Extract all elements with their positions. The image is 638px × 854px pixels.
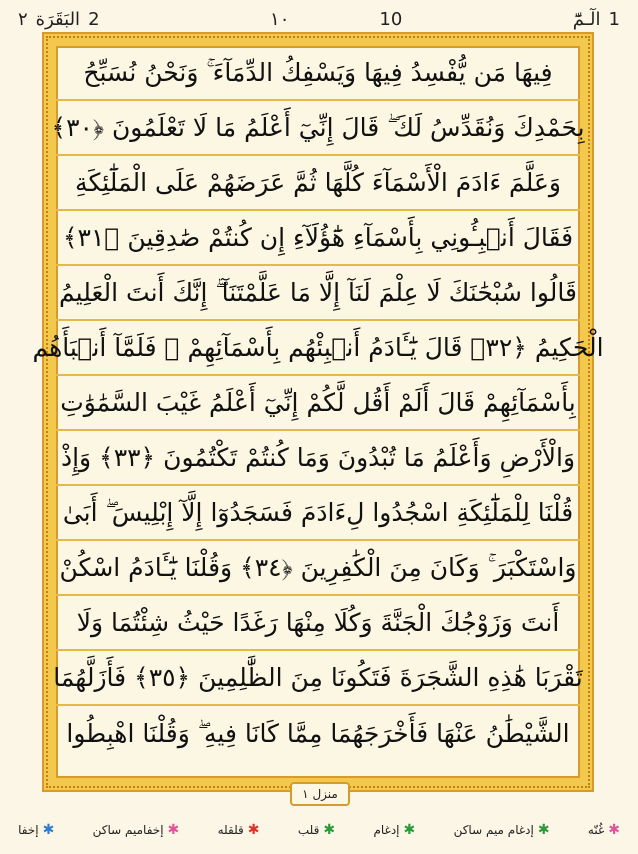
verse-line: قُلْنَا لِلْمَلَٰٓئِكَةِ اسْجُدُوا لِءَادَمَ فَسَجَدُوٓا إِلَّآ إِبْلِيسَ ۖ أَبَىٰ: [56, 486, 580, 541]
verse-line: أَنتَ وَزَوْجُكَ الْجَنَّةَ وَكُلَا مِنْهَا رَغَدًا حَيْثُ شِئْتُمَا وَلَا: [56, 596, 580, 651]
verse-line: وَالْأَرْضِ وَأَعْلَمُ مَا تُبْدُونَ وَمَا كُنتُمْ تَكْتُمُونَ ﴿٣٣﴾ وَإِذْ: [56, 431, 580, 486]
page-number: 10: [379, 8, 403, 30]
legend-label: قلب: [297, 823, 320, 837]
legend-label: إخفا: [18, 823, 39, 837]
verse-line: وَاسْتَكْبَرَ ۚ وَكَانَ مِنَ الْكَٰفِرِينَ ﴿٣٤﴾ وَقُلْنَا يَٰٓـَٔادَمُ اسْكُنْ: [56, 541, 580, 596]
legend-item: [93, 823, 180, 837]
verse-line: الْحَكِيمُ ﴿٣٢﴾ قَالَ يَٰٓـَٔادَمُ أَنۢبِئْهُم بِأَسْمَآئِهِمْ ۖ فَلَمَّآ أَنۢبَأَهُم: [56, 321, 580, 376]
verse-line: قَالُوا سُبْحَٰنَكَ لَا عِلْمَ لَنَآ إِلَّا مَا عَلَّمْتَنَآ ۖ إِنَّكَ أَنتَ الْعَلِيمُ: [56, 266, 580, 321]
legend-label: إخفاميم ساكن: [92, 823, 164, 837]
legend-label: قلقله: [217, 823, 244, 837]
verse-line: وَعَلَّمَ ءَادَمَ الْأَسْمَآءَ كُلَّهَا ثُمَّ عَرَضَهُمْ عَلَى الْمَلَٰٓئِكَةِ: [56, 156, 580, 211]
star-icon: ✱: [247, 822, 260, 838]
page-number-arabic: ١٠: [270, 8, 290, 30]
page-header: [18, 6, 620, 32]
juz-number: 1: [608, 8, 620, 30]
verse-line: بِأَسْمَآئِهِمْ قَالَ أَلَمْ أَقُل لَّكُمْ إِنِّيٓ أَعْلَمُ غَيْبَ السَّمَٰوَٰتِ: [56, 376, 580, 431]
quran-page-frame: [32, 34, 604, 790]
star-icon: ✱: [403, 822, 416, 838]
surah-name: البَقَرَة: [35, 8, 81, 30]
legend-item: [298, 823, 335, 837]
manzil-marker: منزل ١: [290, 782, 350, 806]
page-numbers: [270, 9, 402, 30]
surah-mark: ٢: [18, 8, 28, 30]
verse-line: تَقْرَبَا هَٰذِهِ الشَّجَرَةَ فَتَكُونَا مِنَ الظَّٰلِمِينَ ﴿٣٥﴾ فَأَزَلَّهُمَا: [56, 651, 580, 706]
verse-line: فِيهَا مَن يُّفْسِدُ فِيهَا وَيَسْفِكُ الدِّمَآءَ ۚ وَنَحْنُ نُسَبِّحُ: [56, 46, 580, 101]
legend-item: [373, 823, 415, 837]
tajweed-legend: [18, 816, 620, 844]
star-icon: ✱: [608, 822, 620, 838]
verse-line: فَقَالَ أَنۢبِـُٔونِي بِأَسْمَآءِ هَٰٓؤُلَآءِ إِن كُنتُمْ صَٰدِقِينَ ﴿٣١﴾: [56, 211, 580, 266]
surah-heading: [18, 9, 100, 30]
star-icon: ✱: [167, 822, 180, 838]
legend-item: [454, 823, 550, 837]
legend-label: إدغام ميم ساكن: [453, 823, 534, 837]
legend-label: غُنّه: [587, 823, 605, 837]
star-icon: ✱: [537, 822, 550, 838]
legend-label: إدغام: [373, 823, 400, 837]
legend-item: [588, 823, 620, 837]
verse-line: بِحَمْدِكَ وَنُقَدِّسُ لَكَ ۖ قَالَ إِنِّيٓ أَعْلَمُ مَا لَا تَعْلَمُونَ ﴿٣٠﴾: [56, 101, 580, 156]
surah-number: 2: [88, 8, 100, 30]
juz-name: الٓـمّٓ: [572, 8, 601, 30]
verse-line: الشَّيْطَٰنُ عَنْهَا فَأَخْرَجَهُمَا مِمَّا كَانَا فِيهِ ۖ وَقُلْنَا اهْبِطُوا: [66, 718, 570, 748]
verse-lines: [32, 46, 604, 778]
legend-item: [218, 823, 260, 837]
star-icon: ✱: [42, 822, 55, 838]
legend-item: [18, 823, 54, 837]
star-icon: ✱: [323, 822, 336, 838]
juz-heading: [573, 9, 620, 30]
